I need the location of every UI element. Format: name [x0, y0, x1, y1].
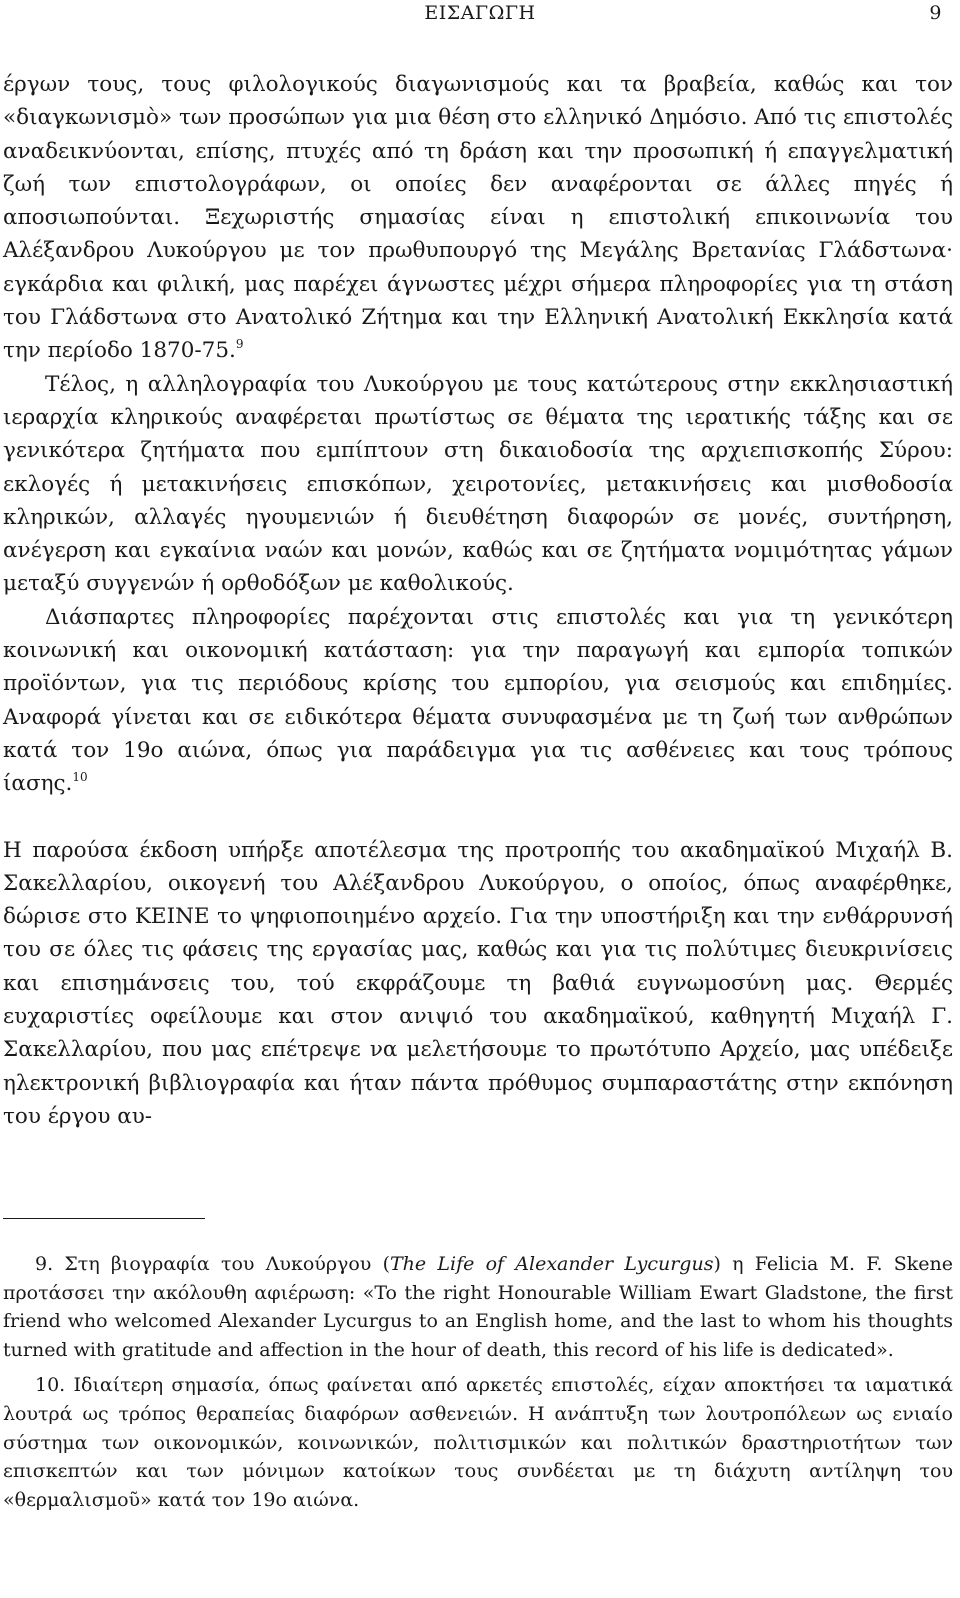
footnote-9-book-title: The Life of Alexander Lycurgus	[390, 1253, 714, 1275]
paragraph-3-text: Διάσπαρτες πληροφορίες παρέχονται στις επιστολές και για τη γενικότερη κοινωνική και οικονομική κατάσταση: για την παραγωγή και εμπορία τοπικών προϊόντων, για τις περιόδους κρίσης του εμπορίου, για σεισμούς και επιδημίες. Αναφορά γίνεται και σε ειδικότερα θέματα συνυφασμένα με τη ζωή των ανθρώπων κατά τον 19ο αιώνα, όπως για παράδειγμα για τις ασθένειες και τους τρόπους ίασης.	[3, 604, 953, 797]
footnote-10-text: Ιδιαίτερη σημασία, όπως φαίνεται από αρκετές επιστολές, είχαν αποκτήσει τα ιαματικά λουτρά ως τρόπος θεραπείας διαφόρων ασθενειών. Η ανάπτυξη των λουτροπόλεων ως ενιαίο σύστημα των οικονομικών, κοινωνικών, πολιτισμικών και πολιτικών δραστηριοτήτων των επισκεπτών και των μόνιμων κατοίκων τους συνδέεται με τη διάχυτη αντίληψη του «θερμαλισμοῦ» κατά τον 19ο αιώνα.	[3, 1374, 953, 1511]
footnote-9	[3, 1250, 953, 1364]
note-reference-9[interactable]: 9	[235, 337, 244, 352]
footnote-10-number: 10.	[35, 1374, 66, 1397]
paragraph-3	[3, 601, 953, 801]
paragraph-2	[3, 368, 953, 601]
footnote-9-text-start: Στη βιογραφία του Λυκούργου (	[64, 1253, 390, 1275]
footnote-9-text-end: ) η Felicia M. F. Skene προτάσσει την ακόλουθη αφιέρωση: «To the right Honourable William Ewart Gladstone, the first friend who welcomed Alexander Lycurgus to an English home, and the last to whom his thoughts turned with gratitude and affection in the hour of death, this record of his life is dedicated».	[3, 1253, 953, 1361]
page-number: 9	[929, 2, 942, 24]
paragraph-4	[3, 834, 953, 1134]
paragraph-4-text: Η παρούσα έκδοση υπήρξε αποτέλεσμα της προτροπής του ακαδημαϊκού Μιχαήλ Β. Σακελλαρίου, οικογενή του Αλέξανδρου Λυκούργου, ο οποίος, όπως αναφέρθηκε, δώρισε στο ΚΕΙΝΕ το ψηφιοποιημένο αρχείο. Για την υποστήριξη και την ενθάρρυνσή του σε όλες τις φάσεις της εργασίας μας, καθώς και για τις πολύτιμες διευκρινίσεις και επισημάνσεις του, τού εκφράζουμε τη βαθιά ευγνωμοσύνη μας. Θερμές ευχαριστίες οφείλουμε και στον ανιψιό του ακαδημαϊκού, καθηγητή Μιχαήλ Γ. Σακελλαρίου, που μας επέτρεψε να μελετήσουμε το πρωτότυπο Αρχείο, μας υπέδειξε ηλεκτρονική βιβλιογραφία και ήταν πάντα πρόθυμος συμπαραστάτης στην εκπόνηση του έργου αυ-	[3, 837, 953, 1129]
footnotes	[3, 1250, 953, 1514]
paragraph-1-text: έργων τους, τους φιλολογικούς διαγωνισμούς και τα βραβεία, καθώς και τον «διαγκωνισμὸ» των προσώπων για μια θέση στο ελληνικό Δημόσιο. Από τις επιστολές αναδεικνύονται, επίσης, πτυχές από τη δράση και την προσωπική ή επαγγελματική ζωή των επιστολογράφων, οι οποίες δεν αναφέρονται σε άλλες πηγές ή αποσιωπούνται. Ξεχωριστής σημασίας είναι η επιστολική επικοινωνία του Αλέξανδρου Λυκούργου με τον πρωθυπουργό της Μεγάλης Βρετανίας Γλάδστωνα· εγκάρδια και φιλική, μας παρέχει άγνωστες μέχρι σήμερα πληροφορίες για τη στάση του Γλάδστωνα στο Ανατολικό Ζήτημα και την Ελληνική Ανατολική Εκκλησία κατά την περίοδο 1870-75.	[3, 72, 953, 364]
main-text	[3, 68, 953, 1133]
paragraph-1	[3, 68, 953, 368]
footnote-separator	[3, 1218, 205, 1219]
paragraph-2-text: Τέλος, η αλληλογραφία του Λυκούργου με τους κατώτερους στην εκκλησιαστική ιεραρχία κληρικούς αναφέρεται πρωτίστως σε θέματα της ιερατικής τάξης και σε γενικότερα ζητήματα που εμπίπτουν στη δικαιοδοσία της αρχιεπισκοπής Σύρου: εκλογές ή μετακινήσεις επισκόπων, χειροτονίες, μετακινήσεις και μισθοδοσία κληρικών, αλλαγές ηγουμενιών ή διευθέτηση διαφορών σε μονές, συντήρηση, ανέγερση και εγκαίνια ναών και μονών, καθώς και σε ζητήματα νομιμότητας γάμων μεταξύ συγγενών ή ορθοδόξων με καθολικούς.	[3, 371, 953, 597]
footnote-10	[3, 1371, 953, 1514]
running-title: ΕΙΣΑΓΩΓΗ	[424, 2, 536, 24]
running-header	[0, 0, 960, 30]
footnote-9-number: 9.	[35, 1253, 54, 1275]
note-reference-10[interactable]: 10	[72, 770, 88, 785]
